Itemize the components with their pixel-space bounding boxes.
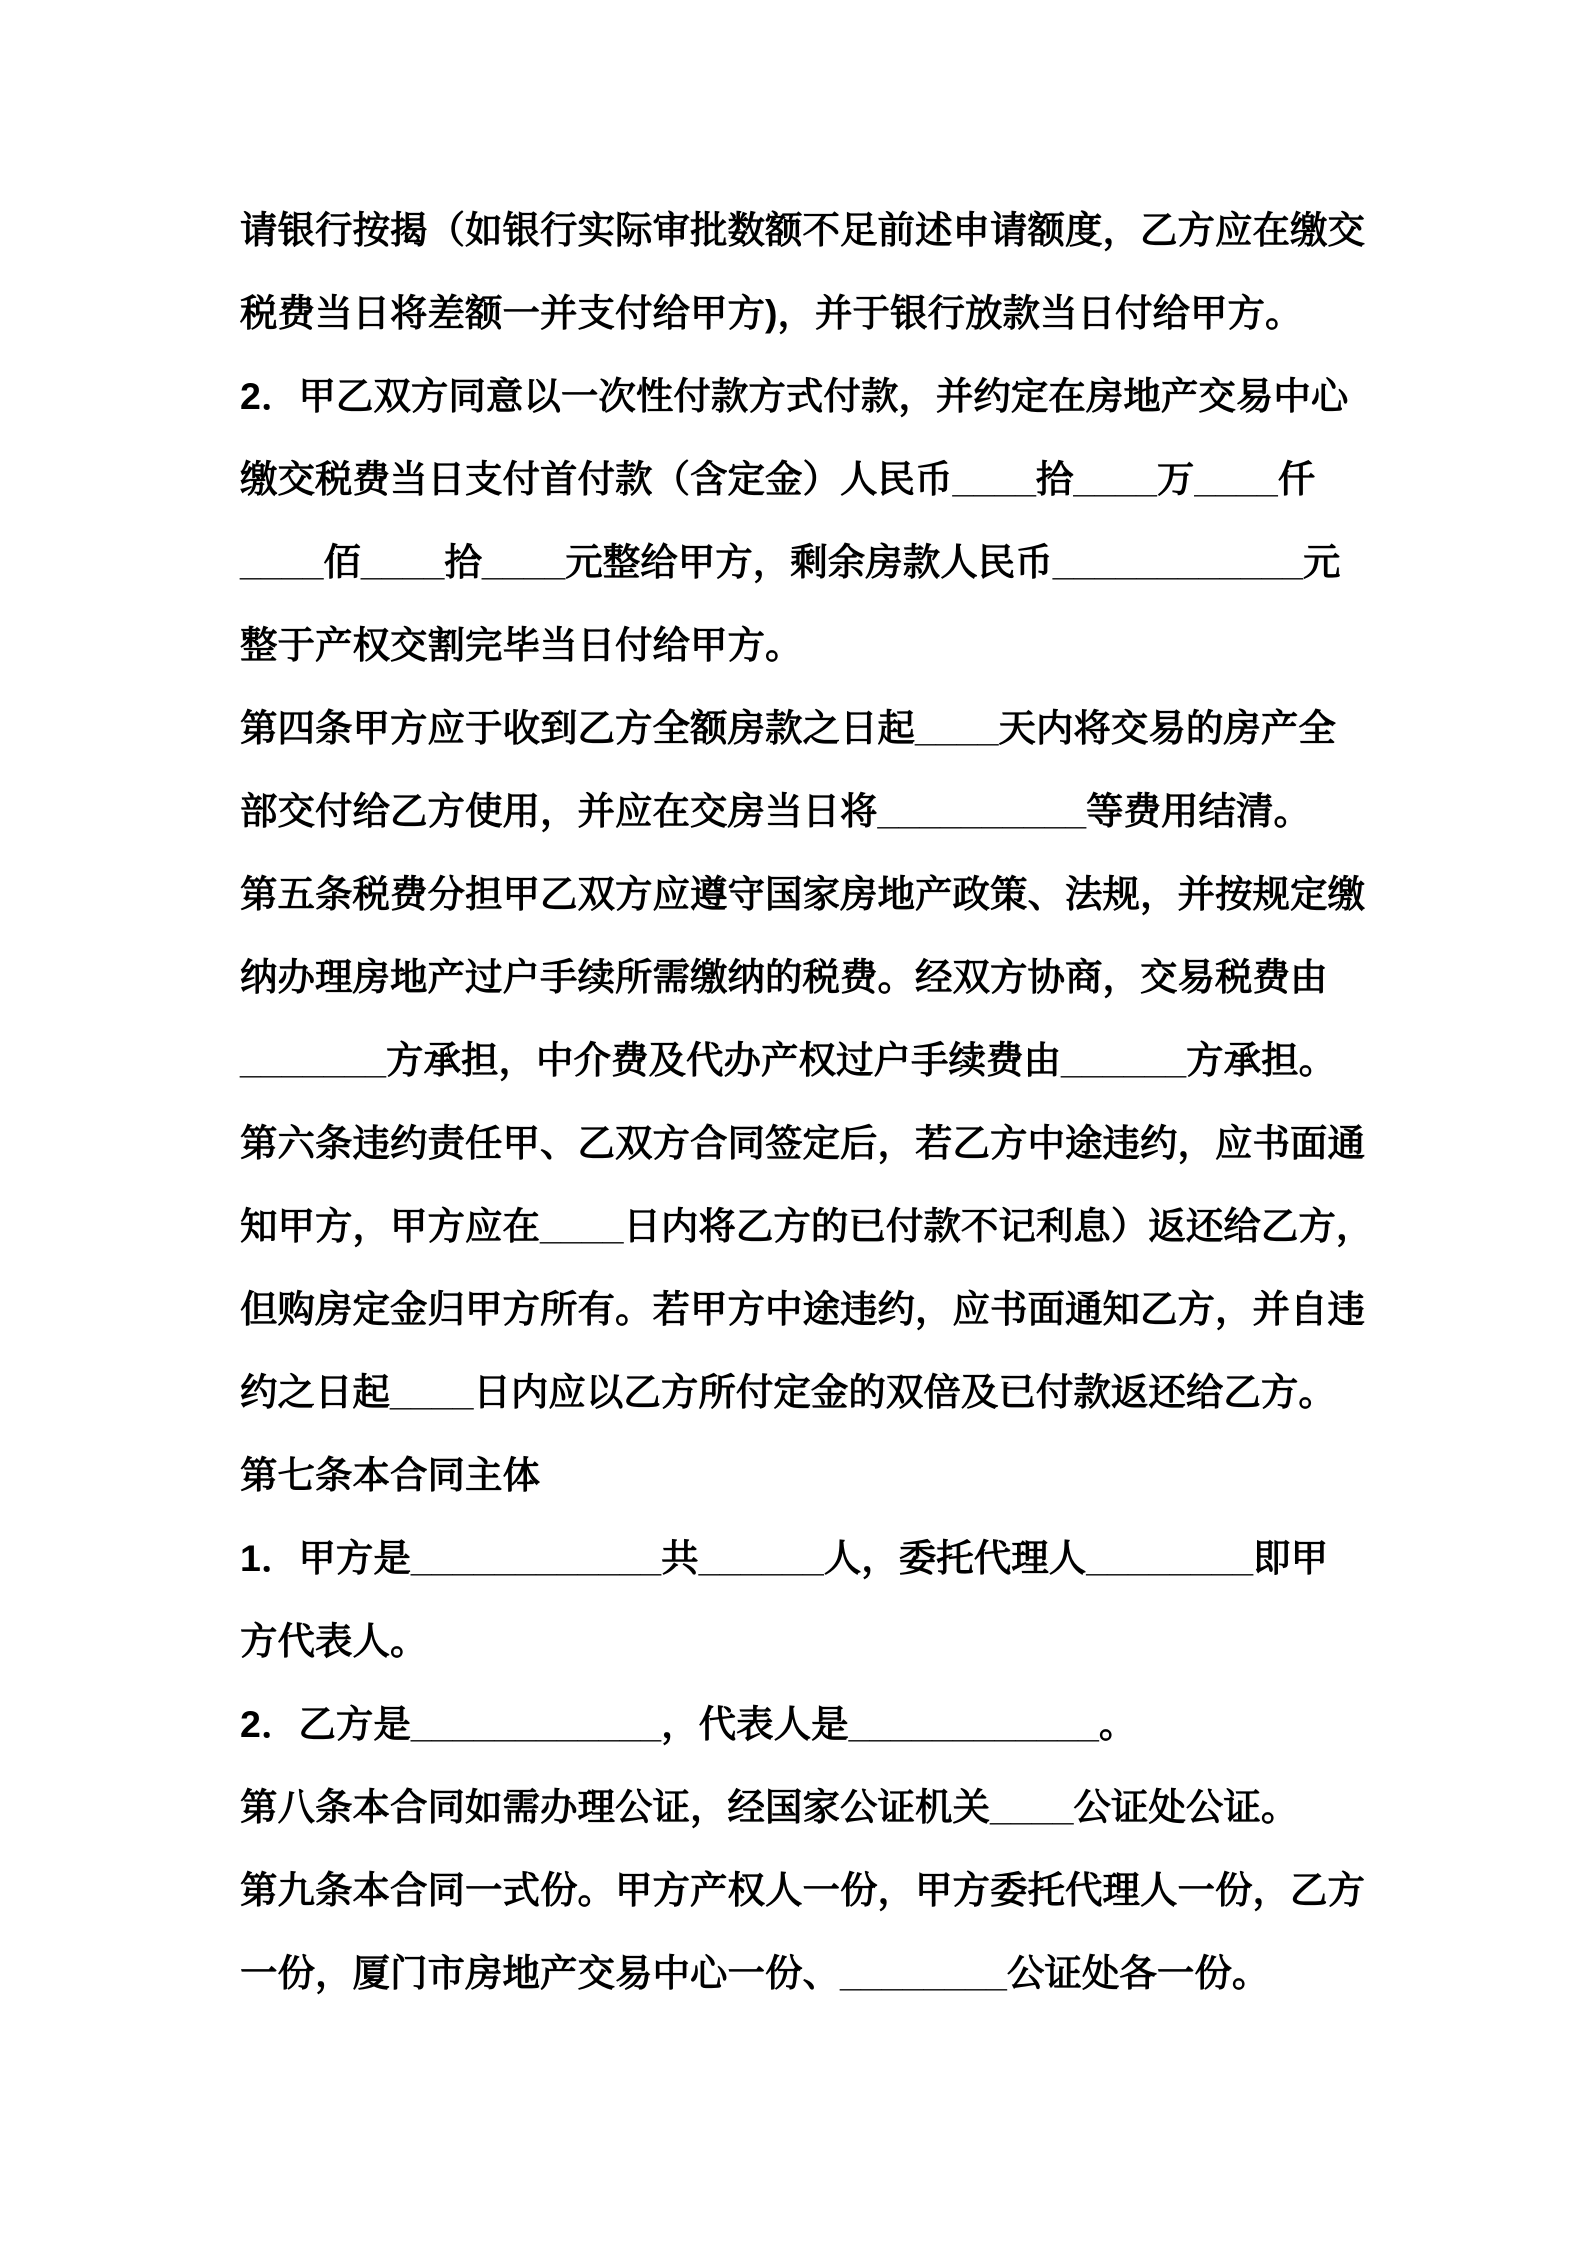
contract-line: 一份，厦门市房地产交易中心一份、________公证处各一份。 (240, 1952, 1270, 1994)
contract-line: ____佰____拾____元整给甲方，剩余房款人民币____________元 (240, 541, 1341, 583)
contract-line: 纳办理房地产过户手续所需缴纳的税费。经双方协商，交易税费由 (240, 956, 1328, 998)
contract-line: 缴交税费当日支付首付款（含定金）人民币____拾____万____仟 (240, 458, 1316, 500)
contract-line: 方代表人。 (240, 1620, 428, 1662)
contract-line: 请银行按揭（如银行实际审批数额不足前述申请额度，乙方应在缴交 (240, 209, 1365, 251)
contract-line: 部交付给乙方使用，并应在交房当日将__________等费用结清。 (240, 790, 1312, 832)
contract-line: 知甲方，甲方应在____日内将乙方的已付款不记利息）返还给乙方， (240, 1205, 1374, 1247)
contract-line: 但购房定金归甲方所有。若甲方中途违约，应书面通知乙方，并自违 (240, 1288, 1365, 1330)
contract-line: 2．甲乙双方同意以一次性付款方式付款，并约定在房地产交易中心 (240, 375, 1349, 417)
contract-line: 第七条本合同主体 (240, 1454, 540, 1496)
contract-line: 整于产权交割完毕当日付给甲方。 (240, 624, 803, 666)
contract-line: 第四条甲方应于收到乙方全额房款之日起____天内将交易的房产全 (240, 707, 1336, 749)
contract-line: 第五条税费分担甲乙双方应遵守国家房地产政策、法规，并按规定缴 (240, 873, 1365, 915)
contract-line: 2．乙方是____________，代表人是____________。 (240, 1703, 1137, 1745)
contract-line: 第八条本合同如需办理公证，经国家公证机关____公证处公证。 (240, 1786, 1299, 1828)
contract-line: _______方承担，中介费及代办产权过户手续费由______方承担。 (240, 1039, 1337, 1081)
contract-line: 第六条违约责任甲、乙双方合同签定后，若乙方中途违约，应书面通 (240, 1122, 1365, 1164)
contract-line: 税费当日将差额一并支付给甲方)，并于银行放款当日付给甲方。 (240, 292, 1303, 334)
contract-line: 约之日起____日内应以乙方所付定金的双倍及已付款返还给乙方。 (240, 1371, 1336, 1413)
contract-line: 第九条本合同一式份。甲方产权人一份，甲方委托代理人一份，乙方 (240, 1869, 1365, 1911)
contract-line: 1．甲方是____________共______人，委托代理人________即甲 (240, 1537, 1329, 1579)
contract-body (240, 189, 1400, 2015)
